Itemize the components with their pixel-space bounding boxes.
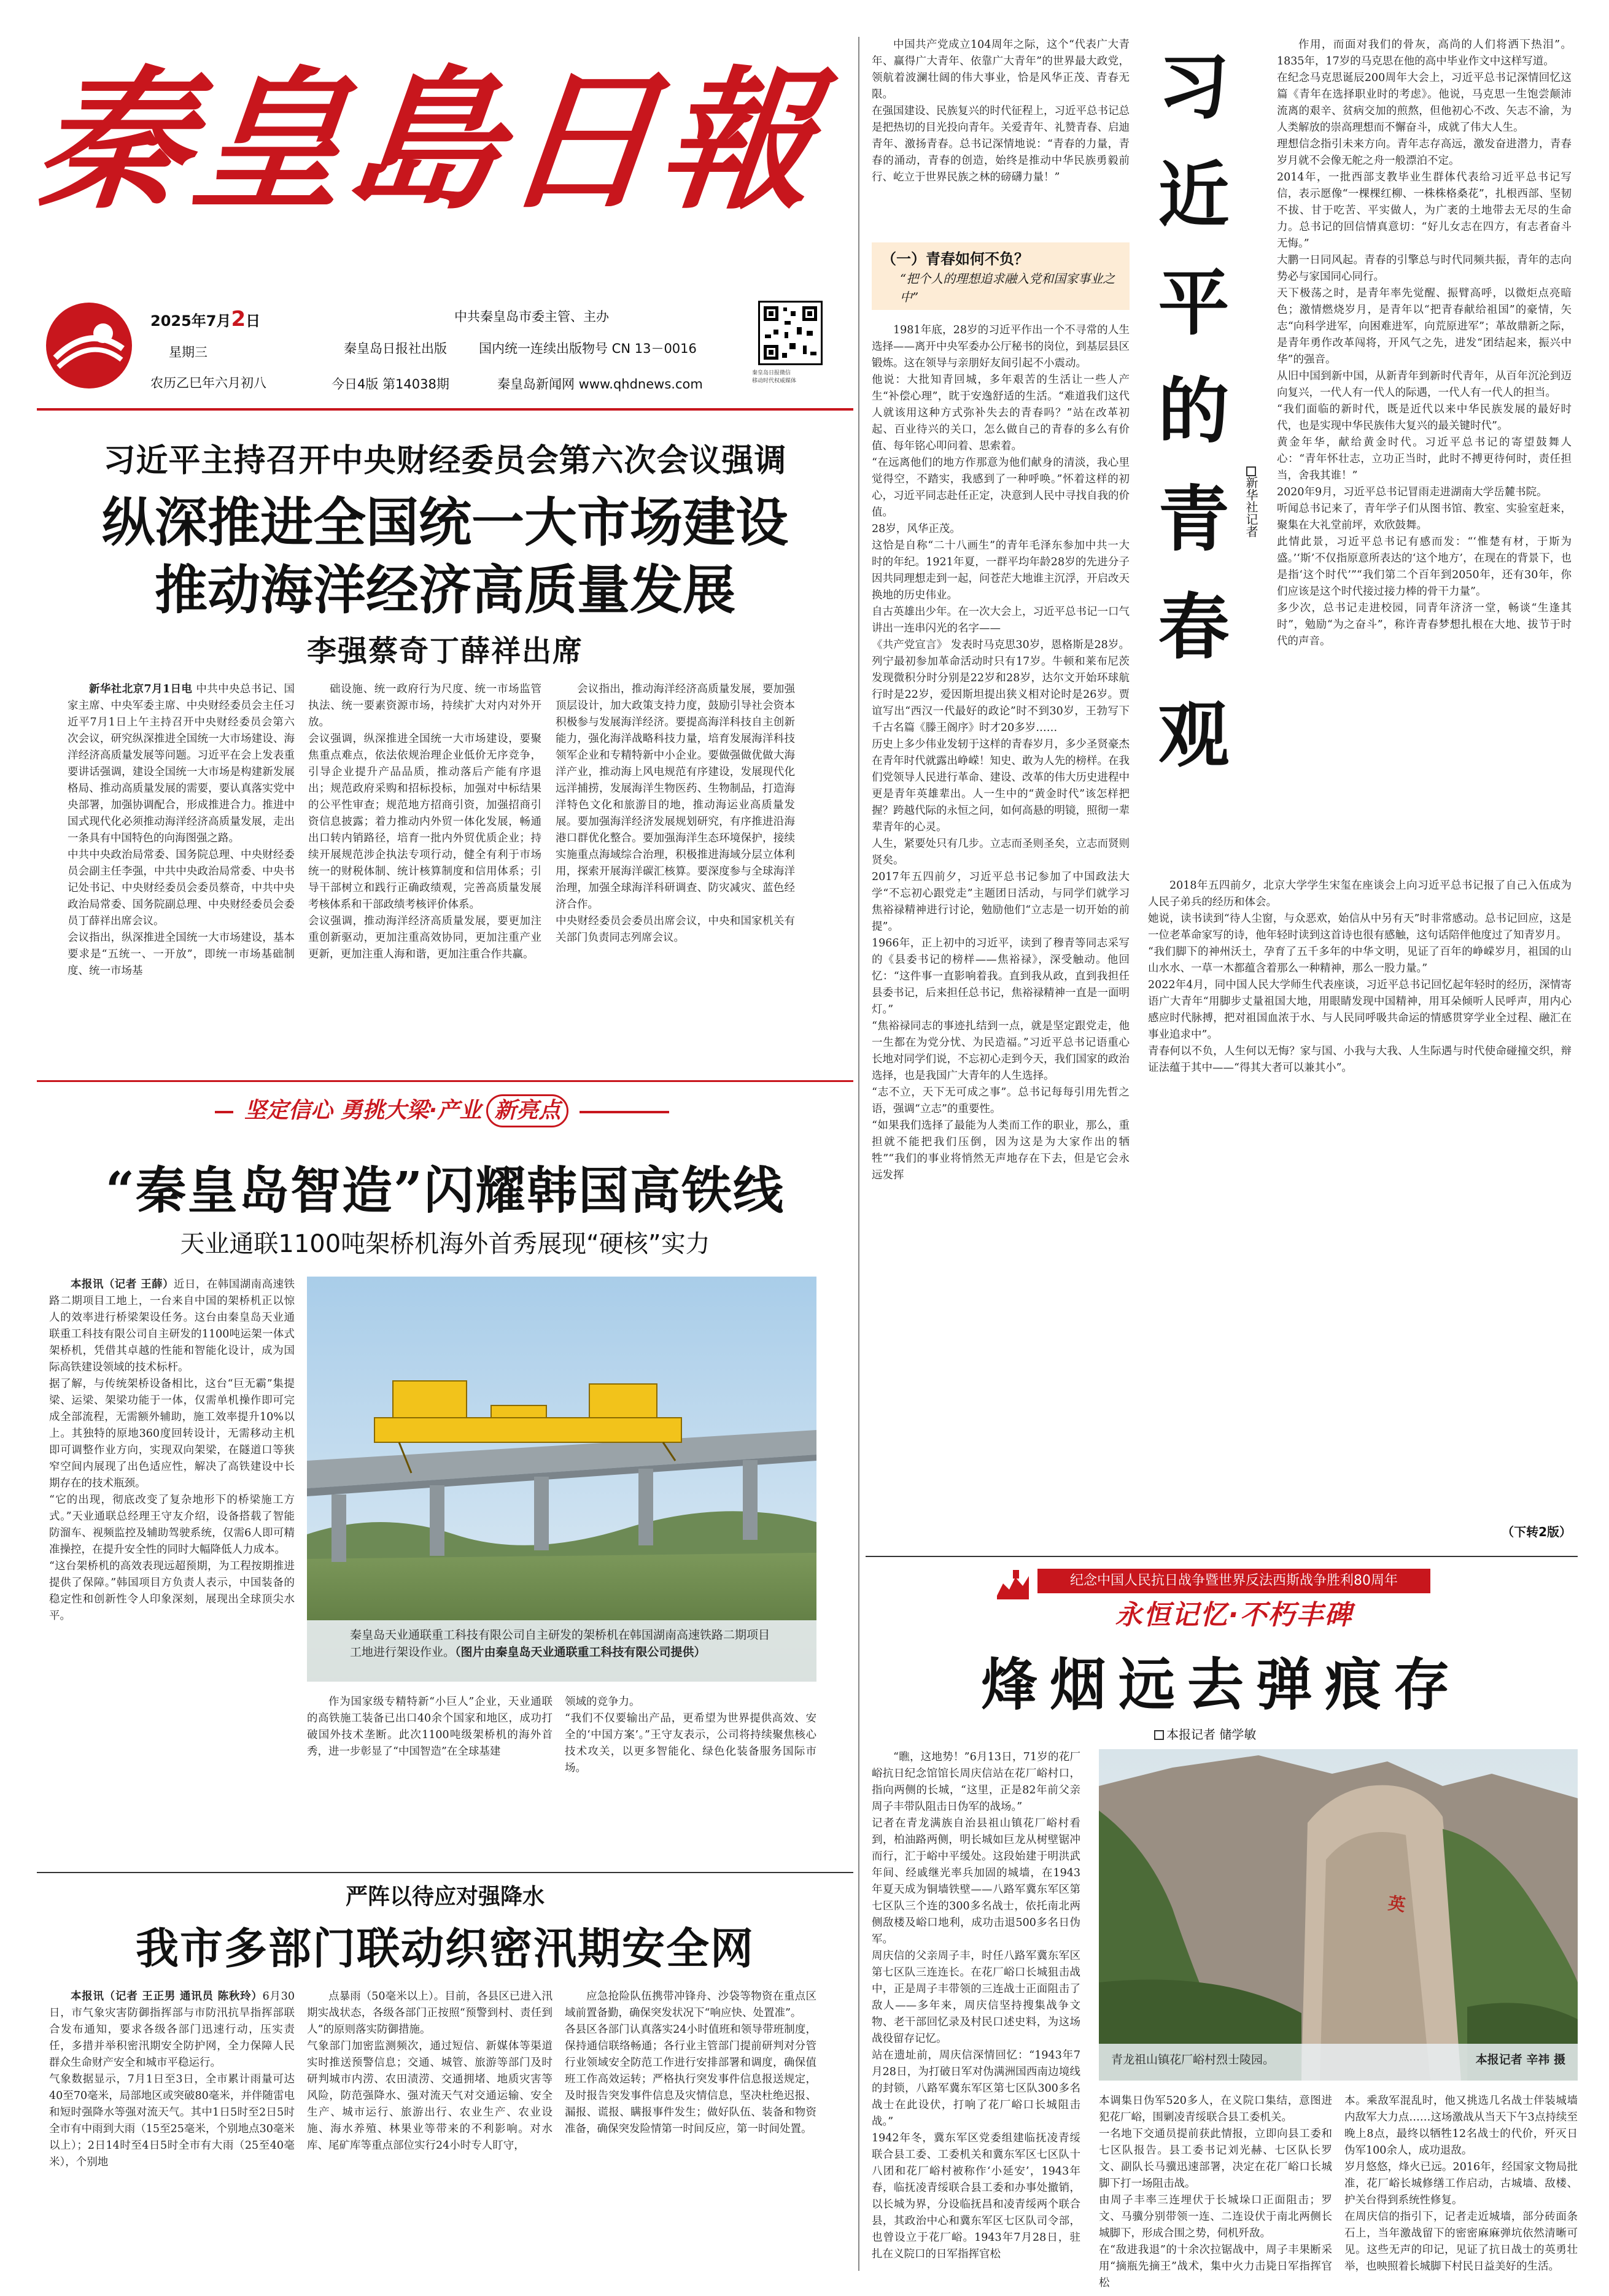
commentary-title: 习近平的青春观: [1146, 49, 1230, 805]
industry-col-2: 作为国家级专精特新“小巨人”企业，天业通联的高铁施工装备已出口40余个国家和地区，成功打破国外技术垄断。此次1100吨级架桥机的海外首秀，进一步彰显了“中国智造”在全球基建: [307, 1696, 552, 1758]
commentary-section-head: [872, 242, 1130, 310]
industry-headline: “秦皇岛智造”闪耀韩国高铁线: [105, 1161, 785, 1220]
flood-col-1: [49, 1989, 295, 2265]
commentary-continue: （下转2版）: [1502, 1525, 1572, 1539]
byline-box-icon: [1246, 466, 1256, 476]
memorial-byline: [1154, 1725, 1256, 1742]
issue-date-prefix: 2025年7月: [150, 312, 231, 330]
flood-col-1-text: 6月30日，市气象灾害防御指挥部与市防汛抗旱指挥部联合发布通知，要求各级各部门迅速行动，压实责任，多措并举积密汛期安全防护网，全力保障人民群众生命财产安全和城市平稳运行。 气象数据显示，7月1日至3日，全市累计雨量可达40至70毫米，局部地区或突破80毫米，并伴随雷电和短时强降水等强对流天气。其中1日5时至2日5时全市有中雨到大雨（15至25毫米，个别地点30毫米以上）；2日14时至4日5时全市有大雨（25至40毫米），个别地: [49, 1990, 295, 2168]
flood-col-2: 点暴雨（50毫米以上）。目前，各县区已进入汛期实战状态，各级各部门正按照“预警到村、责任到人”的原则落实防御措施。 气象部门加密监测频次，通过短信、新媒体等渠道实时推送预警信息；交通、城管、旅游等部门及时研判城市内涝、农田渍涝、交通拥堵、地质灾害等风险，防范强降水、强对流天气对交通运输、安全生产、城市运行、旅游出行、农业生产、农业设施、海水养殖、林果业等带来的不利影响。对水库、尾矿库等重点部位实行24小时专人盯守，: [307, 1990, 552, 2152]
section-head-title: （一）青春如何不负？: [882, 250, 1029, 268]
industry-photo-caption: 秦皇岛天业通联重工科技有限公司自主研发的架桥机在韩国湖南高速铁路二期项目工地进行架设作业。: [350, 1628, 770, 1659]
qr-code-icon: [758, 301, 823, 365]
memorial-headline: 烽烟远去弹痕存: [980, 1652, 1462, 1718]
lead-headline-1: 纵深推进全国统一大市场建设: [102, 492, 788, 554]
memorial-banner-main: 永恒记忆·不朽丰碑: [1115, 1599, 1353, 1631]
lead-byline: 新华社北京7月1日电: [89, 683, 193, 695]
flood-byline: 本报讯（记者 王正男 通讯员 陈秋玲）: [71, 1990, 263, 2003]
industry-col-3: 领域的竞争力。 “我们不仅要输出产品，更希望为世界提供高效、安全的‘中国方案’。”王守友表示，公司将持续聚焦核心技术攻关，以更多智能化、绿色化装备服务国际市场。: [565, 1696, 816, 1774]
bridge-erector-photo: [307, 1277, 816, 1682]
industry-subhead: 天业通联1100吨架桥机海外首秀展现“硬核”实力: [180, 1230, 710, 1258]
industry-col-1-text: 近日，在韩国湖南高速铁路二期项目工地上，一台来自中国的架桥机正以惊人的效率进行桥梁架设任务。这台由秦皇岛天业通联重工科技有限公司自主研发的1100吨运架一体式架桥机，凭借其卓越的性能和智能化设计，成为国际高铁建设领域的技术标杆。 据了解，与传统架桥设备相比，这台“巨无霸”集提梁、运梁、架梁功能于一体，仅需单机操作即可完成全部流程，无需额外辅助，施工效率提升10%以上。其独特的原地360度回转设计，无需移动主机即可调整作业方向，实现双向架梁，在隧道口等狭窄空间内展现了出色适应性，解决了高铁建设中长期存在的技术瓶颈。 “它的出现，彻底改变了复杂地形下的桥梁施工方式。”天业通联总经理王守友介绍，设备搭载了智能防溜车、视频监控及辅助驾驶系统，仅需6人即可精准操控，在提升安全性的同时大幅降低人力成本。 “这台架桥机的高效表现远超预期，为工程按期推进提供了保障。”韩国项目方负责人表示，中国装备的稳定性和创新性令人印象深刻，展现出全球顶尖水平。: [49, 1278, 295, 1622]
byline-box-icon: [1154, 1730, 1164, 1740]
newspaper-logo-icon: [43, 300, 135, 392]
martyrs-cemetery-photo: [1099, 1749, 1578, 2081]
flood-col-3: 应急抢险队伍携带冲锋舟、沙袋等物资在重点区域前置备勤，确保突发状况下“响应快、处置准”。 各县区各部门认真落实24小时值班和领导带班制度，保持通信联络畅通；各行业主管部门提前研判对分管行业领域安全防范工作进行安排部署和调度，确保值班工作高效运转；严格执行突发事件信息报送规定，及时报告突发事件信息及灾情信息，坚决杜绝迟报、漏报、谎报、瞒报事件发生；做好队伍、装备和物资准备，确保突发险情第一时间反应，第一时间处置。: [565, 1990, 816, 2135]
weekday: 星期三: [169, 345, 207, 360]
industry-photo-credit: （图片由秦皇岛天业通联重工科技有限公司提供）: [455, 1645, 706, 1659]
memorial-col-3: 本。乘敌军混乱时，他又挑选几名战士伴装城墙内敌军大力点……这场激战从当天下午3点持续至晚上8点，最终以牺牲12名战士的代价，歼灭日伪军100余人，成功退敌。 岁月悠悠，烽火已远。2016年，经国家文物局批准，花厂峪长城修缮工作启动，古城墙、敌楼、护关台得到系统性修复。 在周庆信的指引下，记者走近城墙，部分砖面条石上，当年激战留下的密密麻麻弹坑依然清晰可见。这些无声的印记，见证了抗日战士的英勇壮举，也映照着长城脚下村民日益美好的生活。: [1344, 2095, 1578, 2273]
memorial-byline-text: 本报记者 储学敏: [1166, 1727, 1257, 1742]
lead-col-2: 础设施、统一政府行为尺度、统一市场监管执法、统一要素资源市场，持续扩大对内对外开放。 会议强调，纵深推进全国统一大市场建设，要聚焦重点难点，依法依规治理企业低价无序竞争，引导企业提升产品品质，推动落后产能有序退出；规范政府采购和招标投标，加强对中标结果的公平性审查；规范地方招商引资，加强招商引资信息披露；着力推动内外贸一体化发展，畅通出口转内销路径，培育一批内外贸优质企业；持续开展规范涉企执法专项行动，健全有利于市场统一的财税体制、统计核算制度和信用体系；引导干部树立和践行正确政绩观，完善高质量发展考核体系和干部政绩考核评价体系。 会议强调，推动海洋经济高质量发展，要更加注重创新驱动，更加注重高效协同，更加注重产业更新，更加注重人海和谐，更加注重合作共赢。: [308, 683, 541, 961]
issn: 国内统一连续出版物号 CN 13－0016: [479, 341, 697, 356]
website[interactable]: 秦皇岛新闻网 www.qhdnews.com: [497, 377, 703, 392]
industry-banner-main: 坚定信心 勇挑大梁·产业: [244, 1098, 482, 1123]
commentary-byline: [1243, 466, 1259, 538]
lead-subhead: 李强蔡奇丁薛祥出席: [306, 634, 583, 668]
lead-col-1-text: 中共中央总书记、国家主席、中央军委主席、中央财经委员会主任习近平7月1日上午主持召开中央财经委员会第六次会议，研究纵深推进全国统一大市场建设、海洋经济高质量发展等问题。习近平在会上发表重要讲话强调，建设全国统一大市场是构建新发展格局、推动高质量发展的需要，要认真落实党中央部署，加强协调配合，形成推进合力。推进中国式现代化必须推动海洋经济高质量发展，走出一条具有中国特色的向海图强之路。 中共中央政治局常委、国务院总理、中央财经委员会副主任李强，中共中央政治局常委、中央书记处书记、中央财经委员会委员蔡奇，中共中央政治局常委、国务院副总理、中央财经委员会委员丁薛祥出席会议。 会议指出，纵深推进全国统一大市场建设，基本要求是“五统一、一开放”，即统一市场基础制度、统一市场基: [68, 683, 295, 977]
flood-headline: 我市多部门联动织密汛期安全网: [136, 1923, 754, 1974]
flood-kicker: 严阵以待应对强降水: [345, 1884, 545, 1909]
memorial-banner: [994, 1565, 1436, 1639]
memorial-banner-top: 纪念中国人民抗日战争暨世界反法西斯战争胜利80周年: [1037, 1569, 1430, 1593]
memorial-photo-caption: 青龙祖山镇花厂峪村烈士陵园。: [1111, 2053, 1275, 2066]
lead-col-3: 会议指出，推动海洋经济高质量发展，要加强顶层设计，加大政策支持力度，鼓励引导社会资本积极参与发展海洋经济。要提高海洋科技自主创新能力，强化海洋战略科技力量，培育发展海洋科技领军企业和专精特新中小企业。要做强做优做大海洋产业，推动海上风电规范有序建设，发展现代化远洋捕捞，发展海洋生物医药、生物制品，打造海洋特色文化和旅游目的地，推动海运业高质量发展。要加强海洋经济发展规划研究，有序推进沿海港口群优化整合。要加强海洋生态环境保护，接续实施重点海域综合治理，积极推进海域分层立体利用，探索开展海洋碳汇核算。要深度参与全球海洋治理，加强全球海洋科研调查、防灾减灾、蓝色经济合作。 中央财经委员会委员出席会议，中央和国家机关有关部门负责同志列席会议。: [556, 683, 795, 944]
svg-text:英: 英: [1387, 1893, 1407, 1915]
issue-date-day: 2: [231, 307, 246, 331]
lead-kicker: 习近平主持召开中央财经委员会第六次会议强调: [103, 443, 787, 479]
section-head-sub: “把个人的理想追求融入党和国家事业之中”: [900, 271, 1115, 304]
commentary-col-b: 作用，而面对我们的骨灰，高尚的人们将洒下热泪”。1835年，17岁的马克思在他的高中毕业作文中这样写道。 在纪念马克思诞辰200周年大会上，习近平总书记深情回忆这篇《青年在选择职业时的考虑》。他说，马克思一生饱尝颠沛流离的艰辛、贫病交加的煎熬，但他初心不改、矢志不渝，为人类解放的崇高理想而不懈奋斗，成就了伟大人生。 理想信念指引未来方向。青年志存高远，激发奋进潜力，青春岁月就不会像无舵之舟一般漂泊不定。 2014年，一批西部支教毕业生群体代表给习近平总书记写信，表示愿像“一棵棵红柳、一株株格桑花”，扎根西部、坚韧不拔、甘于吃苦、平实做人，为广袤的土地带去无尽的生命力。总书记的回信情真意切：“好儿女志在四方，有志者奋斗无悔。” 大鹏一日同风起。青春的引擎总与时代同频共振，青年的志向势必与家国同心同行。 天下极荡之时，是青年率先觉醒、振臂高呼，以微炬点亮暗色；激情燃烧岁月，是青年以“把青春献给祖国”的豪情，矢志“向科学进军，向困难进军，向荒原进军”；革故鼎新之际，是青年勇作改革闯将，开风气之先，进发“团结起来，振兴中华”的强音。 从旧中国到新中国，从新青年到新时代青年，从百年沉沦到迈向复兴，一代人有一代人的际遇，一代人有一代人的担当。 “我们面临的新时代，既是近代以来中华民族发展的最好时代，也是实现中华民族伟大复兴的最关键时代”。 黄金年华，献给黄金时代。习近平总书记的寄望鼓舞人心：“青年怀壮志，立功正当时，此时不搏更待何时，责任担当，舍我其谁！” 2020年9月，习近平总书记冒雨走进湖南大学岳麓书院。 听闻总书记来了，青年学子们从图书馆、教室、实验室赶来，聚集在大礼堂前坪，欢欣鼓舞。 此情此景，习近平总书记有感而发：“‘惟楚有材，于斯为盛。’‘斯’不仅指原意所表达的‘这个地方’，在现在的背景下，也是指‘这个时代’”“我们第二个百年到2050年，还有30年，你们应该是这个时代接过接力棒的骨干力量”。 多少次，总书记走进校园，同青年济济一堂，畅谈“生逢其时”，勉励“为之奋斗”，称许青春梦想扎根在大地、拔节于时代的声音。: [1277, 39, 1572, 647]
qr-caption: 秦皇岛日报微信 移动时代权威媒体: [752, 370, 797, 384]
masthead: [28, 37, 853, 295]
industry-banner: [215, 1092, 669, 1133]
industry-banner-highlight: 新亮点: [486, 1094, 568, 1127]
commentary-byline-text: 新华社记者: [1244, 476, 1258, 538]
commentary-col-a: 1981年底，28岁的习近平作出一个不寻常的人生选择——离开中央军委办公厅秘书的岗位，到基层县区锻炼。这在领导与亲朋好友间引起不小震动。 他说：大批知青回城，多年艰苦的生活让一些人产生“补偿心理”，眈于安逸舒适的生活。“难道我们这代人就该用这种方式弥补失去的青春吗？”站在改革初起、百业待兴的关口，怎么做自己的青春的多么有价值、每年铭心叩问着、思索着。 “在远离他们的地方作那意为他们献身的清淡，我心里觉得空，不踏实，我感到了一种呼唤。”怀着这样的初心，习近平同志赴任正定，决意到人民中寻找自我的价值。 28岁，风华正茂。 这恰是自称“二十八画生”的青年毛泽东参加中共一大时的年纪。1921年夏，一群平均年龄28岁的先进分子因共同理想走到一起，问苍茫大地谁主沉浮，开启改天换地的历史伟业。 自古英雄出少年。在一次大会上，习近平总书记一口气讲出一连串闪光的名字—— 《共产党宣言》 发表时马克思30岁，恩格斯是28岁。列宁最初参加革命活动时只有17岁。牛顿和莱布尼茨发现微积分时分别是22岁和28岁，达尔文开始环球航行时是22岁，爱因斯坦提出狭义相对论时是26岁。贾谊写出“西汉一代最好的政论”时不到30岁，王勃写下千古名篇《滕王阁序》时才20多岁…… 历史上多少伟业发轫于这样的青春岁月，多少圣贤豪杰在青年时代就露出峥嵘！知史、敢为人先的榜样。在我们党领导人民进行革命、建设、改革的伟大历史进程中更是青年英雄辈出。人一生中的“黄金时代”该怎样把握？跨越代际的永恒之问，如何高悬的明镜，照彻一辈辈青年的心灵。 人生，紧要处只有几步。立志而圣则圣矣，立志而贤则贤矣。 2017年五四前夕，习近平总书记参加了中国政法大学“不忘初心跟党走”主题团日活动，与同学们就学习焦裕禄精神进行讨论，勉励他们“立志是一切开始的前提”。 1966年，正上初中的习近平，读到了穆青等同志采写的《县委书记的榜样——焦裕禄》，深受触动。他回忆：“这件事一直影响着我。直到我从政，直到我担任县委书记，后来担任总书记，焦裕禄精神一直是一面明灯。” “焦裕禄同志的事迹扎结到一点，就是坚定跟党走，他一生都在为党分忧、为民造福。”习近平总书记语重心长地对同学们说，不忘初心走到今天，我们国家的政治选择，也是我国广大青年的人生选择。 “志不立，天下无可成之事”。总书记每每引用先哲之语，强调“立志”的重要性。 “如果我们选择了最能为人类而工作的职业，那么，重担就不能把我们压倒，因为这是为大家作出的牺牲”“我们的事业将悄然无声地存在下去，但是它会永远发挥: [872, 324, 1130, 1181]
edition-info: 今日4版 第14038期: [331, 377, 449, 392]
industry-byline: 本报讯（记者 王薛）: [71, 1278, 174, 1291]
masthead-title: 秦皇島日報: [28, 52, 827, 230]
memorial-col-2: 本调集日伪军520多人，在义院口集结，意图进犯花厂峪，围剿凌青绥联合县工委机关。 一名地下交通员提前获此情报，立即向县工委和七区队报告。县工委书记刘光赫、七区队长罗文、副队长马骥迅速部署，决定在花厂峪口长城脚下打一场阻击战。 由周子丰率三连埋伏于长城垛口正面阻击；罗文、马骥分别带领一连、二连设伏于南北两侧长城脚下，形成合围之势，伺机歼敌。 在“敌进我退”的十余次拉锯战中，周子丰果断采用“摘瓶先摘王”战术，集中火力击毙日军指挥官松: [1099, 2095, 1332, 2289]
sponsor: 中共秦皇岛市委主管、主办: [454, 309, 609, 324]
publisher: 秦皇岛日报社出版: [344, 341, 447, 356]
commentary-col-c: 2018年五四前夕，北京大学学生宋玺在座谈会上向习近平总书记报了自己入伍成为人民子弟兵的经历和体会。 她说，读书读到“待人尘窗，与众恶欢，始信从中另有天”时非常感动。总书记回应，这是一位老革命家写的诗，他年轻时读到这首诗也很有感触，这句话陪伴他度过了知青岁月。 “我们脚下的神州沃土，孕育了五千多年的中华文明，见证了百年的峥嵘岁月，祖国的山山水水、一草一木都蕴含着那么一种精神，那么一股力量。” 2022年4月，同中国人民大学师生代表座谈，习近平总书记回忆起年轻时的经历，深情寄语广大青年“用脚步丈量祖国大地，用眼睛发现中国精神，用耳朵倾听人民呼声，用内心感应时代脉搏，把对祖国血浓于水、与人民同呼吸共命运的情感贯穿学业全过程、融汇在事业追求中”。 青春何以不负，人生何以无悔？家与国、小我与大我、人生际遇与时代使命碰撞交织，辩证法蕴于其中——“得其大者可以兼其小”。: [1148, 879, 1572, 1074]
great-wall-icon: [994, 1565, 1031, 1602]
lead-col-1: [68, 681, 295, 1037]
memorial-photo-credit: 本报记者 辛祎 摄: [1475, 2053, 1565, 2066]
lead-headline-2: 推动海洋经济高质量发展: [155, 560, 735, 621]
industry-col-1: [49, 1277, 295, 1866]
commentary-intro: 中国共产党成立104周年之际，这个“代表广大青年、赢得广大青年、依靠广大青年”的世界最大政党，领航着波澜壮阔的伟大事业，恰是风华正茂、青春无限。 在强国建设、民族复兴的时代征程上，习近平总书记总是把热切的目光投向青年。关爱青年、礼赞青春、启迪青年、激扬青春。总书记深情地说：“青春的力量，青春的涌动，青春的创造，始终是推动中华民族勇毅前行、屹立于世界民族之林的磅礴力量！”: [872, 39, 1130, 184]
masthead-info-bar: [37, 295, 853, 417]
lunar-date: 农历乙巳年六月初八: [150, 376, 266, 390]
issue-date-suffix: 日: [246, 312, 261, 330]
memorial-col-1: “瞧，这地势！”6月13日，71岁的花厂峪抗日纪念馆馆长周庆信站在花厂峪村口，指向两侧的长城，“这里，正是82年前父亲周子丰带队阻击日伪军的战场。” 记者在青龙满族自治县祖山镇花厂峪村看到，柏油路两侧，明长城如巨龙从树壁锯冲而行，汇于峪中平缓处。这段始建于明洪武年间、经戚继光率兵加固的城墙，在1943年夏天成为铜墙铁壁——八路军冀东军区第七区队三个连的300多名战士，依托南北两侧敌楼及峪口地利，成功击退500多名日伪军。 周庆信的父亲周子丰，时任八路军冀东军区第七区队三连连长。在花厂峪口长城狙击战中，正是周子丰带领的三连战士正面阻击了敌人——多年来，周庆信坚持搜集战争文物、老干部回忆录及村民口述史料，为这场战役留存记忆。 站在遗址前，周庆信深情回忆：“1943年7月28日，为打破日军对伪满洲国西南边境线的封锁，八路军冀东军区第七区队300多名战士在此设伏，打响了花厂峪口长城阻击战。” 1942年冬，冀东军区党委组建临抚凌青绥联合县工委、工委机关和冀东军区七区队十八团和花厂峪村被称作‘小延安’，1943年春，临抚凌青绥联合县工委和办事处撤销，以长城为界，分设临抚昌和凌青绥两个联合县，其政治中心和冀东军区七区队司令部，也曾设立于花厂峪。1943年7月28日，驻扎在义院口的日军指挥官松: [872, 1751, 1080, 2260]
commentary-title-block: [1148, 49, 1228, 982]
